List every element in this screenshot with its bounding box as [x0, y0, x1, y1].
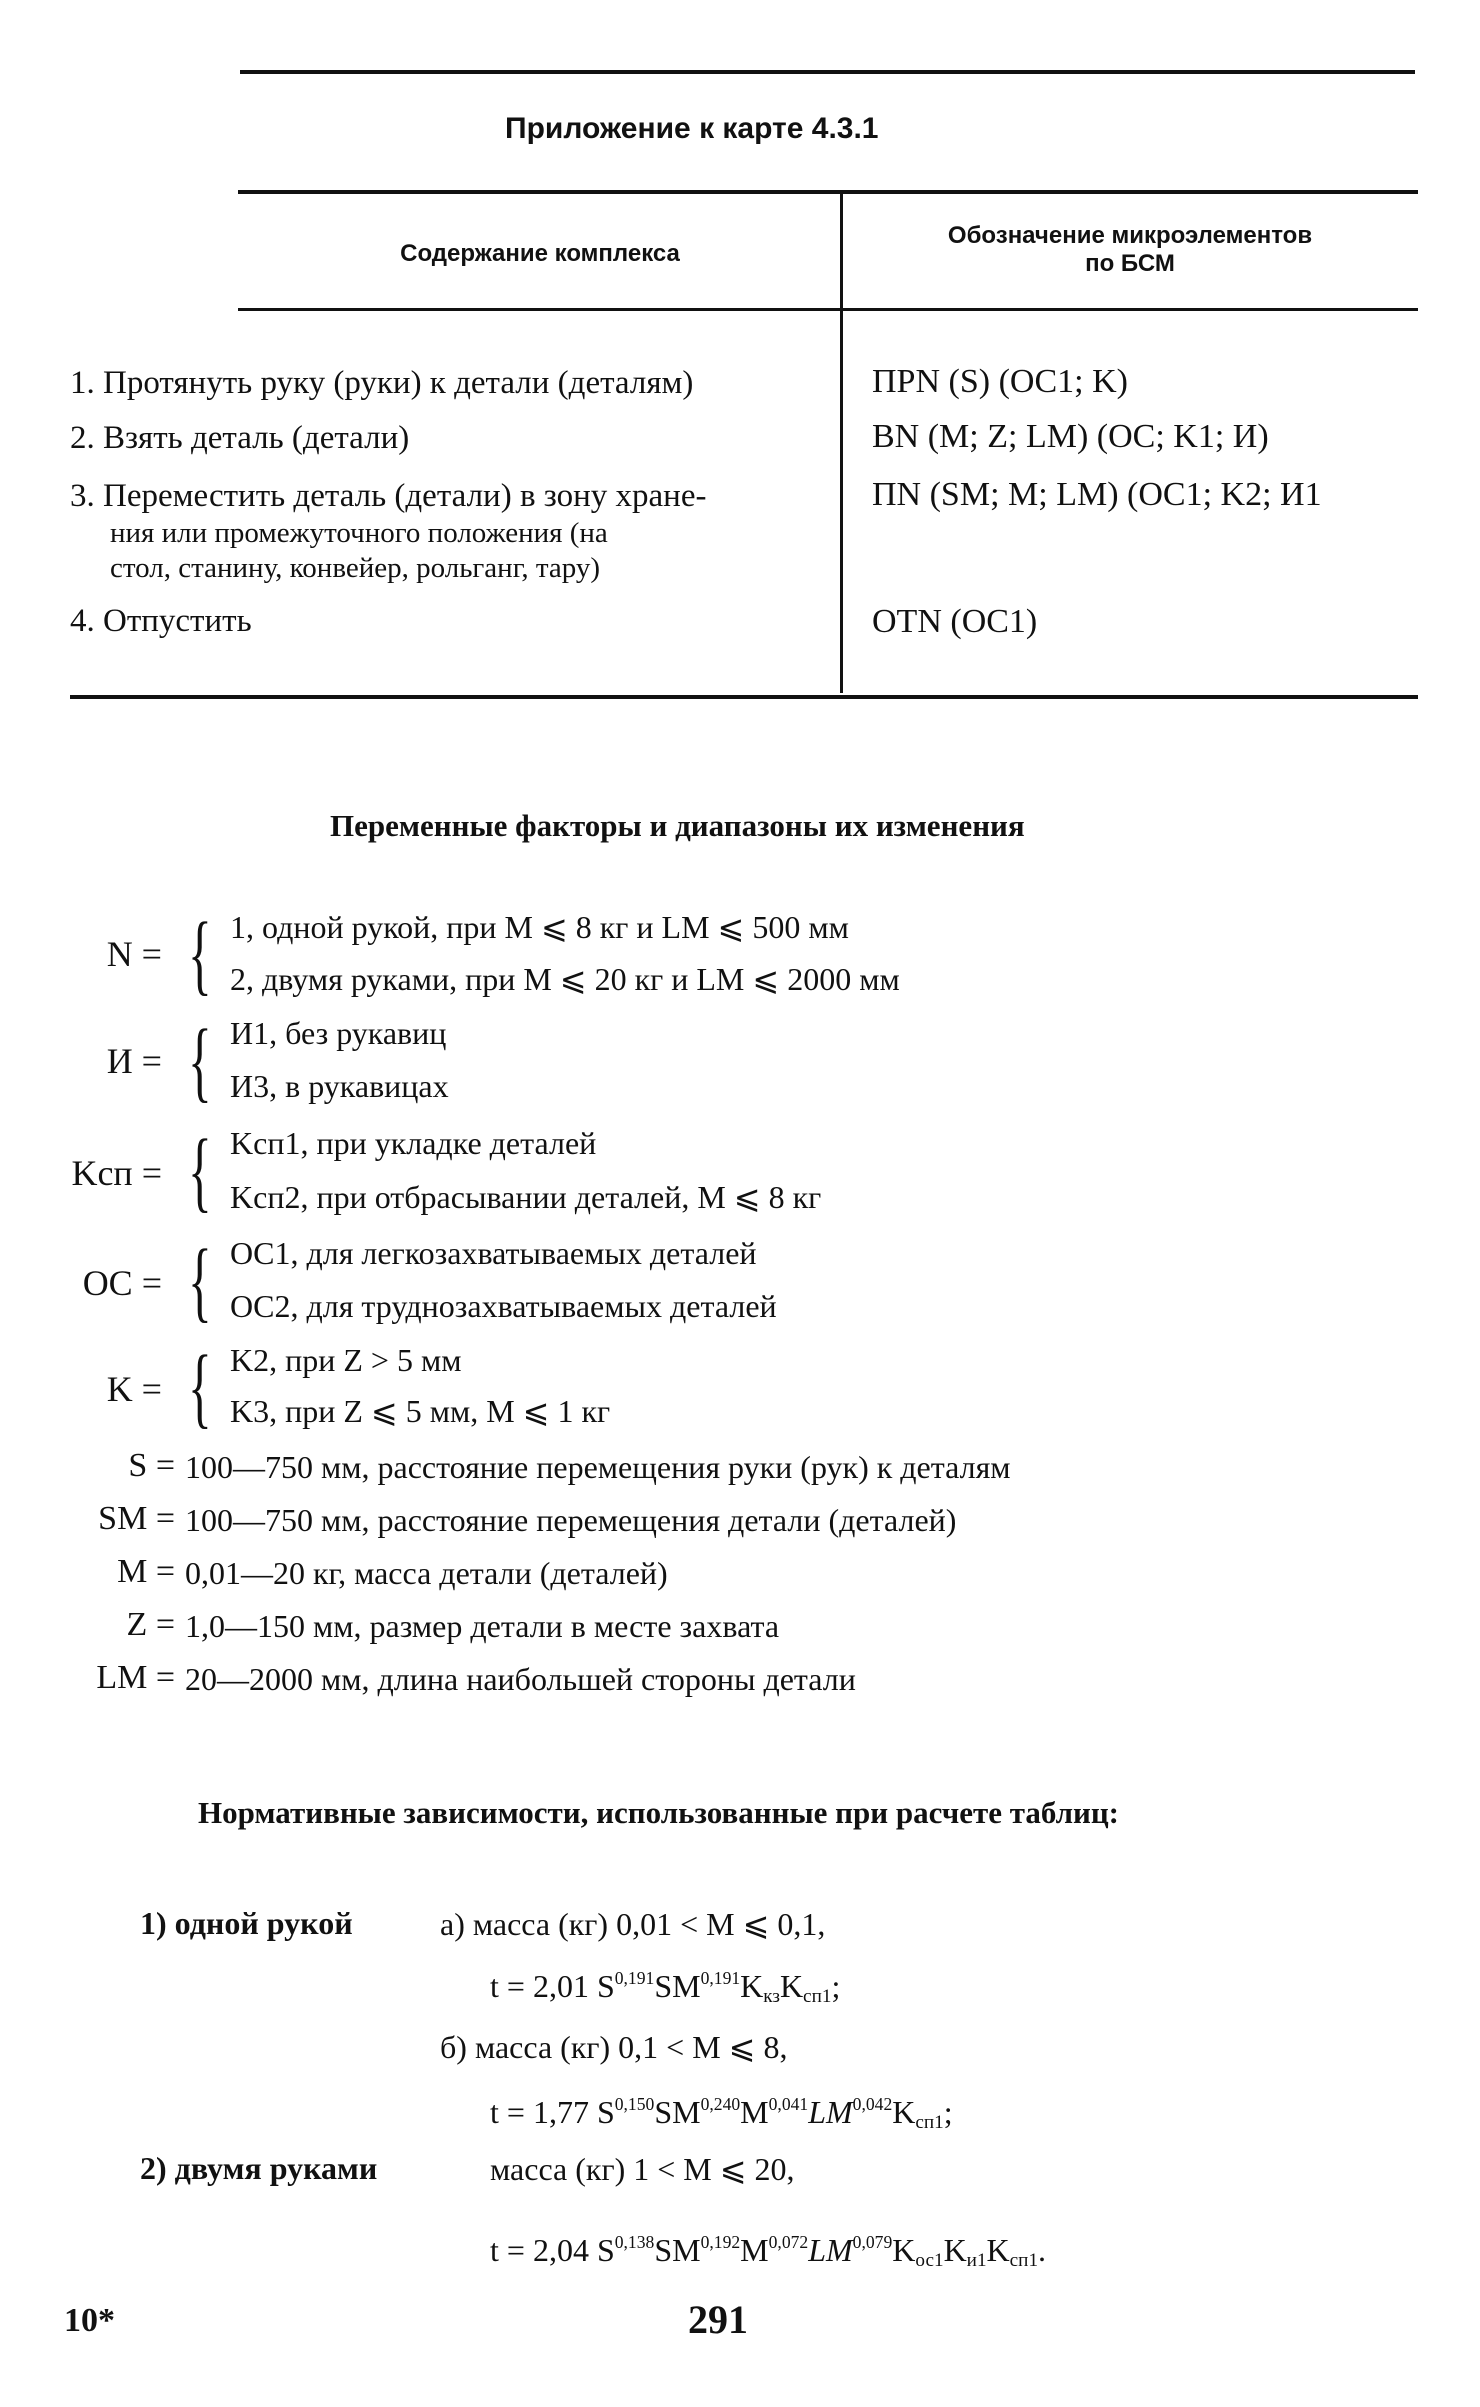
formula-a-sm: SM	[654, 1968, 701, 2004]
range-sm-lhs: SM =	[98, 1500, 175, 1537]
table-header-code-line1: Обозначение микроэлементов	[947, 222, 1313, 249]
table-row-1-code: ПРN (S) (OC1; K)	[872, 363, 1128, 400]
formula-a-sub2: сп1	[803, 1985, 832, 2007]
page-number: 291	[688, 2297, 748, 2342]
formula-b-lead: t = 1,77 S	[490, 2094, 615, 2130]
two-hands-label: 2) двумя руками	[140, 2150, 378, 2186]
var-oc-option-2: OC2, для труднозахватываемых деталей	[230, 1288, 777, 1324]
footer-left-mark: 10*	[64, 2302, 115, 2339]
var-i-option-1: И1, без рукавиц	[230, 1015, 447, 1051]
range-lm-lhs: LM =	[96, 1659, 175, 1696]
var-n-brace: {	[188, 905, 212, 1004]
table-row-2-code: BN (M; Z; LM) (OC; K1; И)	[872, 418, 1269, 455]
var-ksp-option-2: Kсп2, при отбрасывании деталей, M ⩽ 8 кг	[230, 1179, 822, 1215]
formula-a-k1: K	[740, 1968, 764, 2004]
formula-c-sub2: и1	[966, 2249, 987, 2271]
table-row-4-content: 4. Отпустить	[70, 603, 252, 639]
var-n-option-1: 1, одной рукой, при M ⩽ 8 кг и LM ⩽ 500 мм	[230, 909, 849, 945]
range-m-lhs: M =	[117, 1553, 175, 1590]
formula-c-condition: масса (кг) 1 < M ⩽ 20,	[490, 2151, 795, 2187]
table-header-content: Содержание комплекса	[400, 240, 680, 267]
var-oc-brace: {	[188, 1232, 212, 1331]
var-ksp-lhs: Kсп =	[71, 1153, 162, 1193]
table-row-1-content: 1. Протянуть руку (руки) к детали (деталям)	[70, 365, 694, 401]
var-i-option-2: И3, в рукавицах	[230, 1068, 449, 1104]
var-oc-lhs: OC =	[82, 1263, 162, 1303]
range-z-text: 1,0—150 мм, размер детали в месте захвата	[185, 1608, 780, 1644]
formula-c-end: .	[1038, 2232, 1047, 2268]
formula-c-lm: LM	[808, 2232, 853, 2268]
formula-b-sm: SM	[654, 2094, 701, 2130]
formula-b-exp4: 0,042	[852, 2093, 893, 2114]
var-i-brace: {	[188, 1012, 212, 1111]
table-row-3-content-line1: 3. Переместить деталь (детали) в зону хране-	[70, 478, 707, 514]
formula-c-k1: K	[892, 2232, 916, 2268]
formula-a-lead: t = 2,01 S	[490, 1968, 615, 2004]
formula-b-exp1: 0,150	[614, 2093, 655, 2114]
table-row-3-content-line3: стол, станину, конвейер, рольганг, тару)	[110, 552, 600, 584]
appendix-title: Приложение к карте 4.3.1	[505, 112, 879, 145]
table-top-rule	[238, 190, 1418, 194]
formula-a-condition: а) масса (кг) 0,01 < M ⩽ 0,1,	[440, 1906, 826, 1942]
formula-c-sm: SM	[654, 2232, 701, 2268]
formula-c-exp4: 0,079	[852, 2231, 893, 2252]
var-ksp-brace: {	[188, 1122, 212, 1221]
formula-c-sub1: ос1	[915, 2249, 944, 2271]
variables-title: Переменные факторы и диапазоны их изменения	[330, 808, 1025, 843]
formulas-title: Нормативные зависимости, использованные при расчете таблиц:	[198, 1795, 1120, 1830]
formula-b-condition: б) масса (кг) 0,1 < M ⩽ 8,	[440, 2029, 788, 2065]
var-oc-option-1: OC1, для легкозахватываемых деталей	[230, 1235, 757, 1271]
formula-b-sub1: сп1	[915, 2111, 944, 2133]
formula-b-lm: LM	[808, 2094, 853, 2130]
formula-b-m: M	[740, 2094, 769, 2130]
var-n-lhs: N =	[106, 934, 162, 974]
formula-a-end: ;	[831, 1968, 841, 2004]
one-hand-label: 1) одной рукой	[140, 1905, 353, 1941]
formula-c-exp2: 0,192	[700, 2231, 741, 2252]
formula-c-sub3: сп1	[1009, 2249, 1039, 2271]
formula-b-exp3: 0,041	[768, 2093, 809, 2114]
table-row-3-content-line2: ния или промежуточного положения (на	[110, 517, 608, 549]
var-n-option-2: 2, двумя руками, при M ⩽ 20 кг и LM ⩽ 2000 мм	[230, 961, 900, 997]
table-bottom-rule	[70, 695, 1418, 699]
formula-a-exp1: 0,191	[614, 1967, 655, 1988]
var-k-lhs: K =	[106, 1369, 162, 1409]
table-row-2-content: 2. Взять деталь (детали)	[70, 420, 410, 456]
range-z-lhs: Z =	[126, 1606, 175, 1643]
formula-b-end: ;	[943, 2094, 953, 2130]
formula-a-sub1: кз	[763, 1985, 780, 2007]
var-k-option-2: K3, при Z ⩽ 5 мм, M ⩽ 1 кг	[230, 1393, 611, 1429]
range-s-text: 100—750 мм, расстояние перемещения руки (рук) к деталям	[185, 1449, 1011, 1485]
top-rule	[240, 70, 1415, 74]
var-i-lhs: И =	[106, 1041, 162, 1081]
range-lm-text: 20—2000 мм, длина наибольшей стороны детали	[185, 1661, 856, 1697]
formula-b	[490, 2094, 953, 2131]
table-column-divider	[840, 193, 843, 693]
formula-c-k3: K	[986, 2232, 1010, 2268]
formula-a-exp2: 0,191	[700, 1967, 741, 1988]
formula-c-k2: K	[943, 2232, 967, 2268]
formula-c-m: M	[740, 2232, 769, 2268]
range-s-lhs: S =	[128, 1447, 175, 1484]
var-ksp-option-1: Kсп1, при укладке деталей	[230, 1125, 597, 1161]
table-header-rule	[238, 308, 1418, 311]
table-header-code-line2: по БСМ	[1085, 250, 1175, 277]
formula-c-exp3: 0,072	[768, 2231, 809, 2252]
range-m-text: 0,01—20 кг, масса детали (деталей)	[185, 1555, 668, 1591]
table-row-4-code: OTN (OC1)	[872, 603, 1038, 640]
formula-c	[490, 2232, 1046, 2269]
formula-c-exp1: 0,138	[614, 2231, 655, 2252]
formula-b-exp2: 0,240	[700, 2093, 741, 2114]
formula-a-k2: K	[779, 1968, 804, 2004]
formula-c-lead: t = 2,04 S	[490, 2232, 615, 2268]
table-row-3-code: ПN (SM; M; LM) (OC1; K2; И1	[872, 476, 1322, 513]
range-sm-text: 100—750 мм, расстояние перемещения детали (деталей)	[185, 1502, 957, 1538]
formula-a	[490, 1968, 840, 2005]
var-k-brace: {	[188, 1338, 212, 1437]
formula-b-k: K	[892, 2094, 916, 2130]
var-k-option-1: K2, при Z > 5 мм	[230, 1342, 462, 1378]
